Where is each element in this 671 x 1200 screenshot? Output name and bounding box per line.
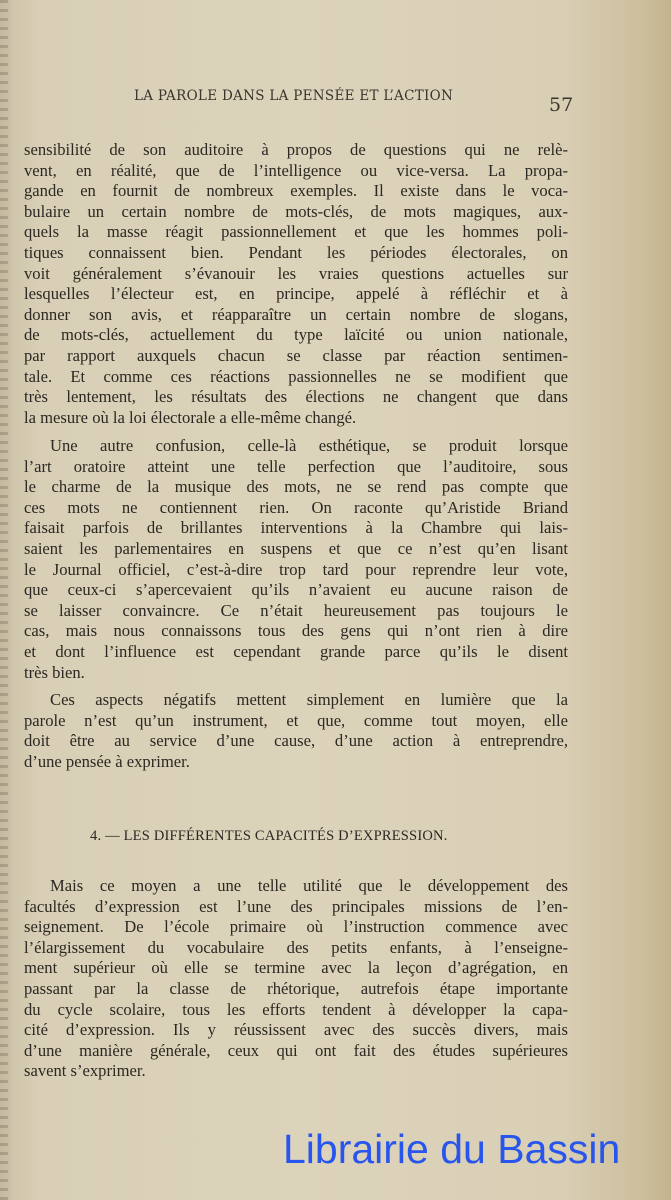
text-line: d’une manière générale, ceux qui ont fait des études supérieures	[24, 1040, 568, 1060]
text-line: le Journal officiel, c’est-à-dire trop tard pour reprendre leur vote,	[24, 559, 568, 579]
text-line: tale. Et comme ces réactions passionnelles ne se modifient que	[24, 366, 568, 386]
text-line: ces mots ne contiennent rien. On raconte qu’Aristide Briand	[24, 497, 568, 517]
text-line: ment supérieur où elle se termine avec la leçon d’agrégation, en	[24, 958, 568, 978]
text-line: l’art oratoire atteint une telle perfection que l’auditoire, sous	[24, 456, 568, 476]
text-line: cas, mais nous connaissons tous des gens qui n’ont rien à dire	[24, 621, 568, 641]
text-line: par rapport auxquels chacun se classe par réaction sentimen-	[24, 345, 568, 365]
text-line: parole n’est qu’un instrument, et que, comme tout moyen, elle	[24, 710, 568, 730]
watermark: Librairie du Bassin	[283, 1126, 621, 1172]
page-number: 57	[549, 94, 574, 116]
text-line: seignement. De l’école primaire où l’instruction commence avec	[24, 917, 568, 937]
text-line: du cycle scolaire, tous les efforts tendent à développer la capa-	[24, 999, 568, 1019]
text-line: bulaire un certain nombre de mots-clés, de mots magiques, aux-	[24, 201, 568, 221]
text-line: donner son avis, et réapparaître un certain nombre de slogans,	[24, 304, 568, 324]
paragraph-1	[24, 140, 568, 428]
paragraph-4	[24, 876, 568, 1082]
text-line: facultés d’expression est l’une des principales missions de l’en-	[24, 896, 568, 916]
paragraph-2	[24, 436, 568, 683]
text-line: et dont l’influence est cependant grande parce qu’ils le disent	[24, 641, 568, 661]
section-heading: 4. — LES DIFFÉRENTES CAPACITÉS D’EXPRESSION.	[90, 828, 448, 844]
text-line: sensibilité de son auditoire à propos de questions qui ne relè-	[24, 140, 568, 159]
text-line: la mesure où la loi électorale a elle-même changé.	[24, 407, 357, 427]
text-line: très bien.	[24, 662, 85, 682]
text-line: voit généralement s’évanouir les vraies questions actuelles sur	[24, 263, 568, 283]
text-line: savent s’exprimer.	[24, 1061, 146, 1081]
text-line: faisait parfois de brillantes interventions à la Chambre qui lais-	[24, 518, 568, 538]
text-line: l’élargissement du vocabulaire des petits enfants, à l’enseigne-	[24, 937, 568, 957]
text-line: le charme de la musique des mots, ne se rend pas compte que	[24, 477, 568, 497]
text-line: Ces aspects négatifs mettent simplement en lumière que la	[50, 690, 568, 709]
text-line: gande en fournit de nombreux exemples. Il existe dans le voca-	[24, 181, 568, 201]
text-line: de mots-clés, actuellement du type laïcité ou union nationale,	[24, 325, 568, 345]
text-line: cité d’expression. Ils y réussissent avec des succès divers, mais	[24, 1020, 568, 1040]
text-line: d’une pensée à exprimer.	[24, 751, 190, 771]
text-line: tiques connaissent bien. Pendant les périodes électorales, on	[24, 242, 568, 262]
text-line: quels la masse réagit passionnellement et que les hommes poli-	[24, 222, 568, 242]
text-line: Mais ce moyen a une telle utilité que le développement des	[50, 876, 568, 895]
paragraph-3	[24, 690, 568, 772]
text-line: lesquelles l’électeur est, en principe, appelé à réfléchir et à	[24, 284, 568, 304]
text-line: saient les parlementaires en suspens et que ce n’est qu’en lisant	[24, 538, 568, 558]
text-line: se laisser convaincre. Ce n’était heureusement pas toujours le	[24, 600, 568, 620]
text-line: très lentement, les résultats des élections ne changent que dans	[24, 387, 568, 407]
text-line: Une autre confusion, celle-là esthétique, se produit lorsque	[50, 436, 568, 455]
text-line: que ceux-ci s’apercevaient qu’ils n’avaient eu aucune raison de	[24, 580, 568, 600]
text-line: vent, en réalité, que de l’intelligence ou vice-versa. La propa-	[24, 160, 568, 180]
running-title: LA PAROLE DANS LA PENSÉE ET L’ACTION	[134, 88, 454, 104]
page-binding-edge	[0, 0, 8, 1200]
text-line: doit être au service d’une cause, d’une action à entreprendre,	[24, 731, 568, 751]
text-line: passant par la classe de rhétorique, autrefois étape importante	[24, 978, 568, 998]
